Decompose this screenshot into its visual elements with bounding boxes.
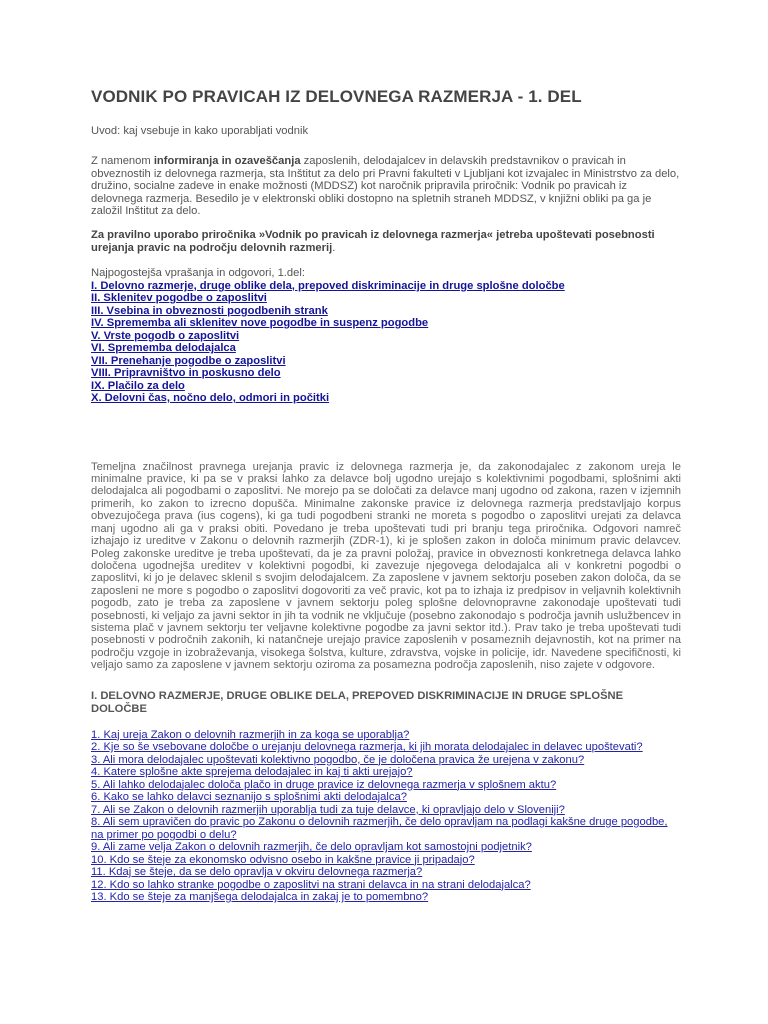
- question-item: [91, 816, 681, 841]
- question-item: [91, 866, 681, 879]
- usage-note-end: .: [332, 241, 336, 254]
- question-link-5[interactable]: 5. Ali lahko delodajalec določa plačo in druge pravice iz delovnega razmerja v splošnem aktu?: [91, 778, 557, 791]
- intro-text-post: zaposlenih, delodajalcev in delavskih predstavnikov o pravicah in obveznostih iz delovnega razmerja, sta Inštitut za delo pri Pravni fakulteti v Ljubljani kot izvajalec in Ministrstvo za delo, družino, socialne zadeve in enake možnosti (MDDSZ) kot naročnik pripravila priročnik: Vodnik po pravicah iz delovnega razmerja. Besedilo je v elektronski obliki dostopno na spletnih straneh MDDSZ, v knjižni obliki pa ga je založil Inštitut za delo.: [91, 155, 680, 218]
- toc-link-8[interactable]: VIII. Pripravništvo in poskusno delo: [91, 367, 281, 380]
- toc-link-2[interactable]: II. Sklenitev pogodbe o zaposlitvi: [91, 292, 267, 305]
- toc-item: [91, 342, 681, 355]
- toc-link-7[interactable]: VII. Prenehanje pogodbe o zaposlitvi: [91, 354, 286, 367]
- faq-label: Najpogostejša vprašanja in odgovori, 1.del:: [91, 267, 305, 280]
- usage-note-bold: Za pravilno uporabo priročnika »Vodnik po pravicah iz delovnega razmerja« jetreba upoštevati posebnosti urejanja pravic na področju delovnih razmerij: [91, 229, 655, 254]
- toc-list: [91, 280, 681, 405]
- question-item: [91, 841, 681, 854]
- question-item: [91, 729, 681, 742]
- question-item: [91, 741, 681, 754]
- question-link-13[interactable]: 13. Kdo se šteje za manjšega delodajalca in zakaj je to pomembno?: [91, 891, 429, 904]
- question-link-11[interactable]: 11. Kdaj se šteje, da se delo opravlja v okviru delovnega razmerja?: [91, 866, 423, 879]
- toc-link-5[interactable]: V. Vrste pogodb o zaposlitvi: [91, 329, 240, 342]
- question-link-4[interactable]: 4. Katere splošne akte sprejema delodajalec in kaj ti akti urejajo?: [91, 766, 413, 779]
- question-item: [91, 854, 681, 867]
- question-item: [91, 766, 681, 779]
- intro-text-pre: Z namenom: [91, 155, 154, 168]
- body-paragraph: Temeljna značilnost pravnega urejanja pravic iz delovnega razmerja je, da zakonodajalec z zakonom ureja le minimalne pravice, ki pa se v praksi lahko za delavce bolj ugodno urejajo s kolektivnimi pogodbami, splošnimi akti delodajalca ali pogodbami o zaposlitvi. Ne morejo pa se določati za delavce manj ugodno od zakona, razen v izjemnih primerih, ko zakon to izrecno dopušča. Minimalne zakonske pravice iz delovnega razmerja predstavljajo korpus obvezujočega prava (ius cogens), ki ga tudi pogodbeni stranki ne moreta s pogodbo o zaposlitvi urejati za delavca manj ugodno ali ga v praksi obiti. Povedano je treba upoštevati tudi pri branju tega priročnika. Odgovori namreč izhajajo iz ureditve v Zakonu o delovnih razmerjih (ZDR-1), ki je splošen zakon in določa minimum pravic delavcev. Poleg zakonske ureditve je treba upoštevati, da je za pravni položaj, pravice in obveznosti konkretnega delavca lahko določena ugodnejša ureditev v kolektivni pogodbi, ki zavezuje njegovega delodajalca ali v konkretni pogodbi o zaposlitvi, ki jo je delavec sklenil s svojim delodajalcem. Za zaposlene v javnem sektorju poseben zakon določa, da se zaposleni ne more s pogodbo o zaposlitvi dogovoriti za več pravic, kot pa to izhaja iz predpisov in veljavnih kolektivnih pogodb, zato je treba za zaposlene v javnem sektorju poleg splošne delovnopravne zakonodaje upoštevati tudi posebnosti, ki veljajo za javni sektor in jih ta vodnik ne vključuje (posebno zakonodajo s področja javnih uslužbencev in sistema plač v javnem sektorju ter veljavne kolektivne pogodbe za javni sektor itd.). Prav tako je treba upoštevati tudi posebnosti v področnih zakonih, ki natančneje urejajo pravice zaposlenih v posameznih dejavnostih, kot na primer na področju vzgoje in izobraževanja, visokega šolstva, kulture, zdravstva, vojske in policije, idr. Navedene specifičnosti, ki veljajo samo za zaposlene v javnem sektorju oziroma za posamezna področja zaposlenih, niso zajete v odgovore.: [91, 460, 681, 672]
- intro-text-bold: informiranja in ozaveščanja: [153, 155, 301, 168]
- toc-link-10[interactable]: X. Delovni čas, nočno delo, odmori in počitki: [91, 392, 330, 405]
- question-link-2[interactable]: 2. Kje so še vsebovane določbe o urejanju delovnega razmerja, ki jih morata delodajalec in delavec upoštevati?: [91, 741, 643, 754]
- toc-link-6[interactable]: VI. Sprememba delodajalca: [91, 342, 236, 355]
- toc-item: [91, 367, 681, 380]
- question-item: [91, 779, 681, 792]
- toc-item: [91, 280, 681, 293]
- toc-item: [91, 355, 681, 368]
- toc-link-1[interactable]: I. Delovno razmerje, druge oblike dela, prepoved diskriminacije in druge splošne določbe: [91, 279, 565, 292]
- question-item: [91, 754, 681, 767]
- toc-item: [91, 330, 681, 343]
- toc-item: [91, 317, 681, 330]
- question-link-3[interactable]: 3. Ali mora delodajalec upoštevati kolektivno pogodbo, če je določena pravica že urejena v zakonu?: [91, 753, 585, 766]
- toc-item: [91, 292, 681, 305]
- question-link-6[interactable]: 6. Kako se lahko delavci seznanijo s splošnimi akti delodajalca?: [91, 791, 407, 804]
- toc-link-3[interactable]: III. Vsebina in obveznosti pogodbenih strank: [91, 304, 328, 317]
- question-link-9[interactable]: 9. Ali zame velja Zakon o delovnih razmerjih, če delo opravljam kot samostojni podjetnik?: [91, 841, 532, 854]
- intro-paragraph: [91, 155, 681, 217]
- intro-subtitle: Uvod: kaj vsebuje in kako uporabljati vodnik: [91, 125, 309, 137]
- question-item: [91, 804, 681, 817]
- question-item: [91, 891, 681, 904]
- toc-item: [91, 380, 681, 393]
- page-title: VODNIK PO PRAVICAH IZ DELOVNEGA RAZMERJA - 1. DEL: [91, 87, 582, 106]
- question-link-8[interactable]: 8. Ali sem upravičen do pravic po Zakonu o delovnih razmerjih, če delo opravljam na podlagi kakšne druge pogodbe, na primer po pogodbi o delu?: [91, 816, 668, 841]
- question-list: [91, 729, 681, 904]
- question-link-12[interactable]: 12. Kdo so lahko stranke pogodbe o zaposlitvi na strani delavca in na strani delodajalca?: [91, 878, 531, 891]
- toc-item: [91, 392, 681, 405]
- toc-item: [91, 305, 681, 318]
- document-page: [91, 86, 681, 904]
- question-link-1[interactable]: 1. Kaj ureja Zakon o delovnih razmerjih in za koga se uporablja?: [91, 728, 410, 741]
- question-link-7[interactable]: 7. Ali se Zakon o delovnih razmerjih uporablja tudi za tuje delavce, ki opravljajo delo v Sloveniji?: [91, 803, 565, 816]
- usage-note: [91, 229, 681, 254]
- toc-link-4[interactable]: IV. Sprememba ali sklenitev nove pogodbe in suspenz pogodbe: [91, 317, 429, 330]
- question-link-10[interactable]: 10. Kdo se šteje za ekonomsko odvisno osebo in kakšne pravice ji pripadajo?: [91, 853, 475, 866]
- question-item: [91, 791, 681, 804]
- section-heading: I. DELOVNO RAZMERJE, DRUGE OBLIKE DELA, PREPOVED DISKRIMINACIJE IN DRUGE SPLOŠNE DOLOČBE: [91, 689, 624, 716]
- toc-link-9[interactable]: IX. Plačilo za delo: [91, 379, 185, 392]
- question-item: [91, 879, 681, 892]
